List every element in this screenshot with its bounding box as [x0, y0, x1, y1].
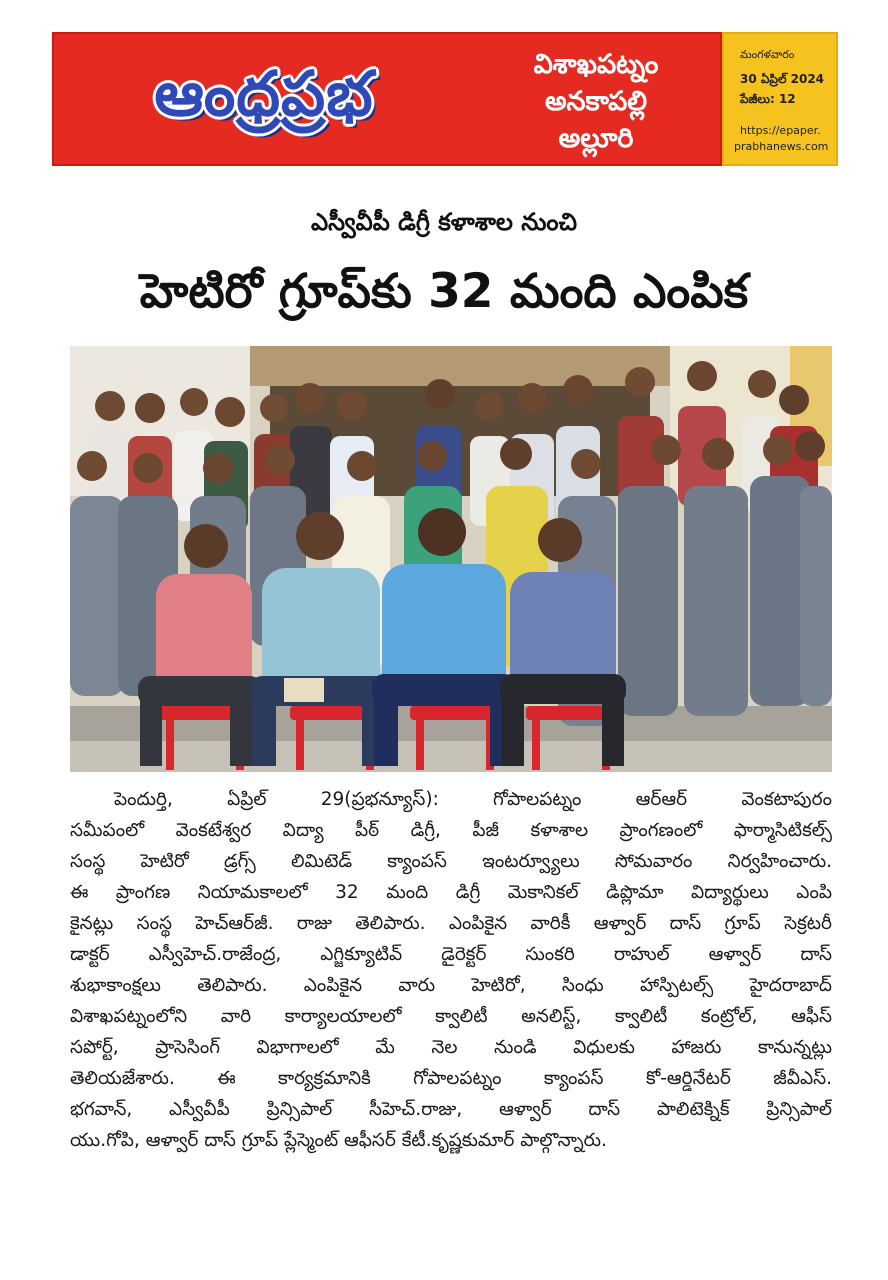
issue-pages: పేజీలు: 12 [740, 92, 796, 106]
article-body [70, 784, 832, 1156]
epaper-url-line2[interactable]: prabhanews.com [734, 140, 829, 153]
edition-alluri: అల్లూరి [558, 123, 634, 154]
group-photo [70, 346, 832, 772]
article-line: ఈ ప్రాంగణ నియామకాలలో 32 మంది డిగ్రీ మెకానికల్ డిప్లొమా విద్యార్థులు ఎంపి [70, 882, 832, 903]
article-line: తెలియజేశారు. ఈ కార్యక్రమానికి గోపాలపట్నం క్యాంపస్ కో-ఆర్డినేటర్ జీవీఎస్. [70, 1068, 832, 1089]
issue-day: మంగళవారం [740, 48, 795, 61]
edition-anakapalli: అనకాపల్లి [544, 86, 648, 117]
edition-list [472, 48, 720, 156]
article-line: విశాఖపట్నంలోని వారి కార్యాలయాలలో క్వాలిటీ అనలిస్ట్, క్వాలిటీ కంట్రోల్, ఆఫీస్ [70, 1006, 832, 1027]
article-line: యు.గోపి, ఆళ్వార్ దాస్ గ్రూప్ ప్లేస్మెంట్ ఆఫీసర్ కేటీ.కృష్ణకుమార్ పాల్గొన్నారు. [70, 1130, 607, 1151]
edition-visakhapatnam: విశాఖపట్నం [533, 49, 659, 80]
masthead-banner [52, 32, 722, 166]
article-line: పెందుర్తి, ఏప్రిల్ 29(ప్రభన్యూస్): గోపాలపట్నం ఆర్ఆర్ వెంకటాపురం [114, 789, 832, 810]
article-line: సమీపంలో వెంకటేశ్వర విద్యా పీఠ్ డిగ్రీ, పీజీ కళాశాల ప్రాంగణంలో ఫార్మాసిటికల్స్ [70, 820, 832, 841]
article-line: సపోర్ట్, ప్రాసెసింగ్ విభాగాలలో మే నెల నుండి విధులకు హాజరు కానున్నట్లు [70, 1037, 832, 1058]
masthead [52, 32, 838, 166]
issue-info-box [722, 32, 838, 166]
article-line: కైనట్లు సంస్థ హెచ్ఆర్‌జీ. రాజు తెలిపారు. ఎంపికైన వారికీ ఆళ్వార్ దాస్ గ్రూప్ సెక్రటరీ [70, 913, 832, 934]
article-line: సంస్థ హెటిరో డ్రగ్స్ లిమిటెడ్ క్యాంపస్ ఇంటర్వ్యూలు సోమవారం నిర్వహించారు. [70, 851, 832, 872]
issue-date: 30 ఏప్రిల్ 2024 [740, 72, 825, 86]
article-headline: హెటిరో గ్రూప్‌కు 32 మంది ఎంపిక [139, 264, 749, 319]
article-line: భగవాన్, ఎస్వీవీపీ ప్రిన్సిపాల్ సీహెచ్.రాజు, ఆళ్వార్ దాస్ పాలిటెక్నిక్ ప్రిన్సిపాల్ [70, 1099, 832, 1120]
newspaper-logo [68, 54, 460, 148]
article-line: డాక్టర్ ఎస్వీహెచ్.రాజేంద్ర, ఎగ్జిక్యూటివ్ డైరెక్టర్ సుంకరి రాహుల్ ఆళ్వార్ దాస్ [70, 944, 832, 965]
group-photo-illustration [70, 346, 832, 772]
article-line: శుభాకాంక్షలు తెలిపారు. ఎంపికైన వారు హెటిరో, సింధు హాస్పిటల్స్ హైదరాబాద్ [70, 975, 832, 996]
article-kicker: ఎస్వీవీపీ డిగ్రీ కళాశాల నుంచి [311, 208, 577, 236]
epaper-url-line1[interactable]: https://epaper. [740, 124, 821, 137]
logo-text: ఆంధ్రప్రభ [154, 57, 374, 130]
